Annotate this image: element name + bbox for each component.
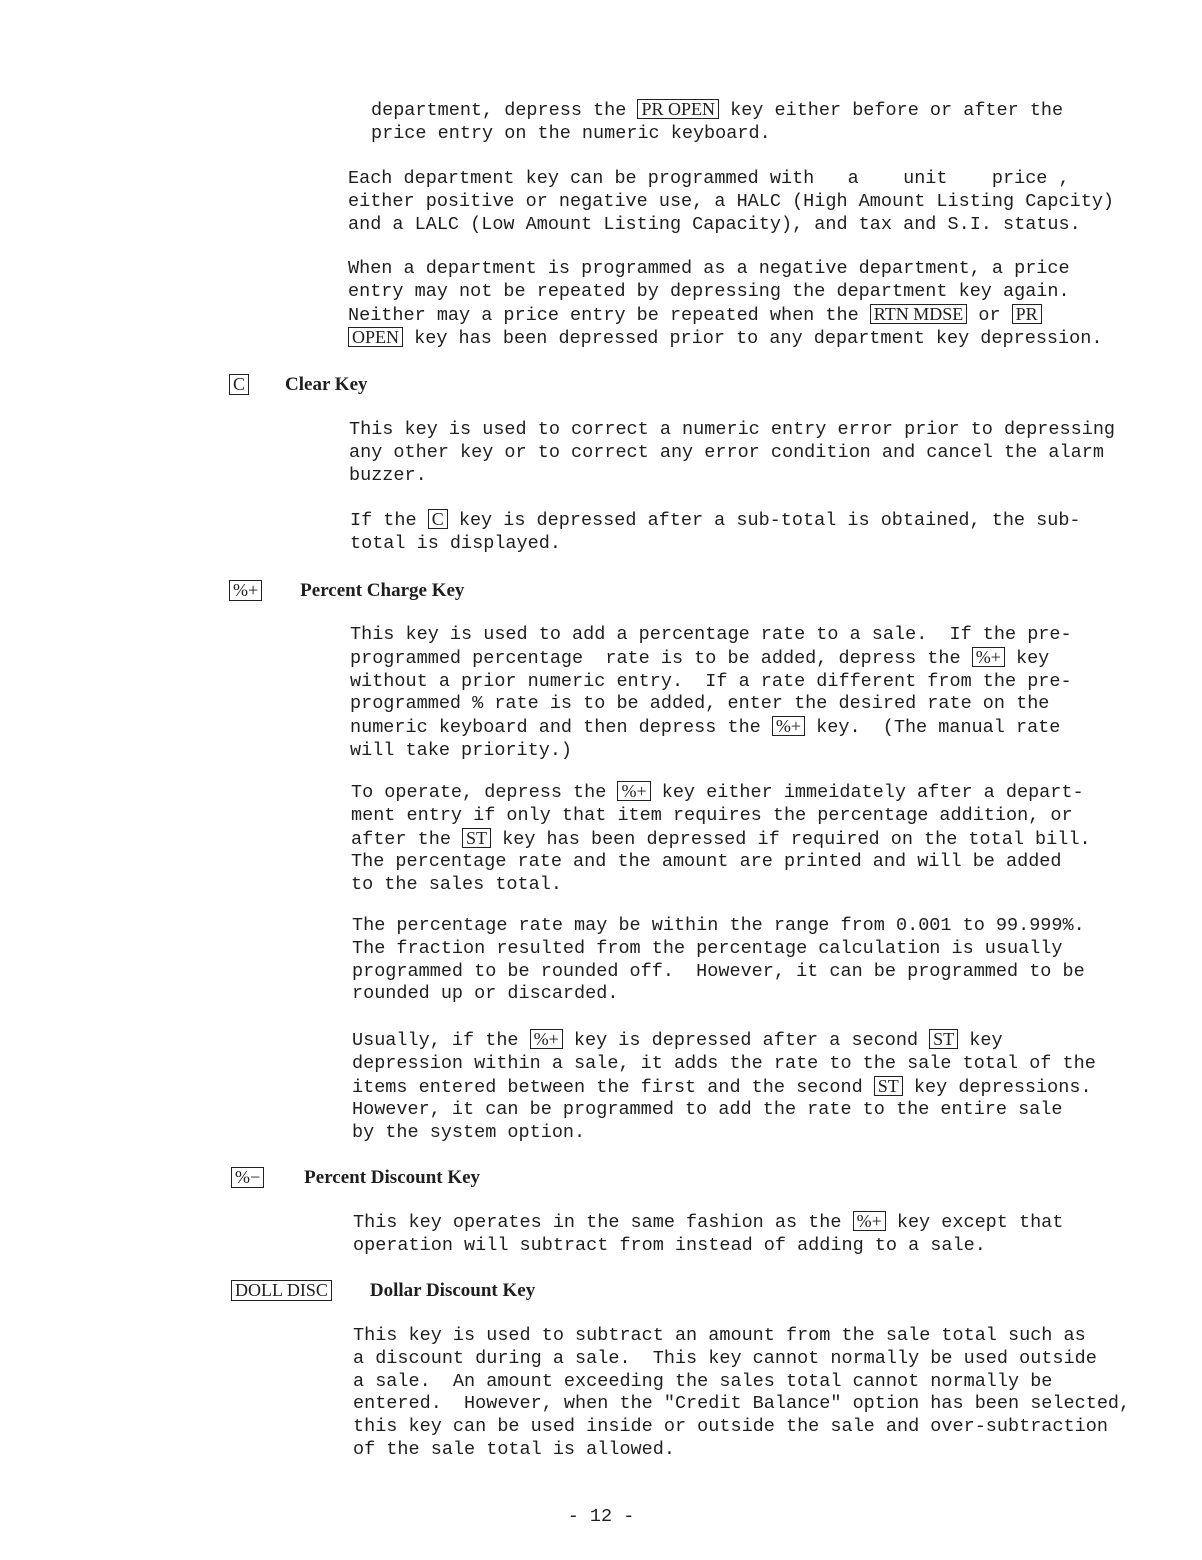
text: key has been depressed if required on the total bill.	[491, 828, 1091, 850]
text-line: Each department key can be programmed with a unit price ,	[348, 168, 1070, 189]
clear-paragraph-1	[349, 419, 1139, 487]
clear-key-symbol: C	[229, 374, 249, 395]
text-line: without a prior numeric entry. If a rate different from the pre-	[350, 670, 1072, 692]
text: items entered between the first and the second	[352, 1076, 874, 1098]
page-number: - 12 -	[567, 1506, 635, 1527]
percent-charge-paragraph-2	[351, 781, 1141, 897]
doll-disc-key-symbol: DOLL DISC	[231, 1280, 332, 1301]
text-line: The fraction resulted from the percentage calculation is usually	[352, 937, 1063, 959]
text-line: to the sales total.	[351, 874, 562, 896]
text: key is depressed after a second	[562, 1030, 930, 1051]
text: numeric keyboard and then depress the	[350, 717, 772, 739]
text-line: total is displayed.	[350, 532, 561, 554]
percent-charge-heading	[229, 580, 464, 602]
text-line: operation will subtract from instead of adding to a sale.	[353, 1234, 986, 1256]
text: key except that	[885, 1212, 1064, 1233]
clear-key-title: Clear Key	[285, 374, 368, 395]
dollar-discount-title: Dollar Discount Key	[369, 1280, 536, 1301]
percent-plus-key: %+	[772, 716, 805, 736]
text-line: However, it can be programmed to add the rate to the entire sale	[352, 1099, 1063, 1121]
pr-open-key: PR OPEN	[637, 99, 719, 119]
text: To operate, depress the	[351, 782, 618, 803]
dollar-discount-heading	[231, 1280, 535, 1302]
st-key: ST	[874, 1076, 903, 1096]
percent-charge-paragraph-3	[352, 915, 1142, 1006]
percent-plus-key: %+	[972, 647, 1005, 667]
text-line: This key is used to subtract an amount from the sale total such as	[353, 1325, 1086, 1346]
clear-paragraph-2	[350, 509, 1140, 556]
text: key has been depressed prior to any department key depression.	[403, 328, 1103, 350]
percent-discount-title: Percent Discount Key	[304, 1167, 481, 1188]
text-line: The percentage rate and the amount are printed and will be added	[351, 851, 1062, 873]
text-line: rounded up or discarded.	[352, 983, 619, 1005]
text-line: buzzer.	[349, 464, 427, 486]
text: key	[958, 1030, 1003, 1051]
c-key: C	[428, 509, 448, 529]
pr-key: PR	[1012, 304, 1042, 324]
text: after the	[351, 828, 463, 850]
st-key: ST	[929, 1029, 958, 1049]
text: or	[967, 304, 1012, 326]
text-line: When a department is programmed as a negative department, a price	[348, 258, 1070, 279]
text-line: programmed to be rounded off. However, it can be programmed to be	[352, 960, 1085, 982]
text: key	[1004, 647, 1050, 669]
text-line: this key can be used inside or outside the sale and over-subtraction	[353, 1416, 1108, 1438]
text-line: by the system option.	[352, 1122, 586, 1144]
text-line: a sale. An amount exceeding the sales total cannot normally be	[353, 1370, 1053, 1392]
open-key: OPEN	[348, 327, 403, 347]
text-line: of the sale total is allowed.	[353, 1438, 675, 1460]
percent-plus-key: %+	[530, 1029, 563, 1049]
text-line: depression within a sale, it adds the rate to the sale total of the	[352, 1052, 1096, 1074]
percent-plus-key: %+	[853, 1211, 886, 1231]
intro-paragraph-1	[371, 99, 1131, 146]
text-line: programmed % rate is to be added, enter the desired rate on the	[350, 693, 1050, 715]
text-line: The percentage rate may be within the range from 0.001 to 99.999%.	[352, 915, 1085, 936]
text-line: ment entry if only that item requires the percentage addition, or	[351, 804, 1073, 826]
rtn-mdse-key: RTN MDSE	[870, 304, 967, 324]
percent-minus-key-symbol: %−	[231, 1167, 264, 1188]
percent-charge-title: Percent Charge Key	[300, 580, 465, 601]
text: Usually, if the	[352, 1030, 530, 1051]
text-line: This key is used to add a percentage rate to a sale. If the pre-	[350, 624, 1072, 645]
text-line: will take priority.)	[350, 739, 573, 761]
percent-charge-paragraph-4	[352, 1029, 1142, 1145]
percent-plus-key: %+	[617, 781, 650, 801]
text: key is depressed after a sub-total is obtained, the sub-	[447, 510, 1081, 531]
text: If the	[350, 510, 428, 531]
text-line: and a LALC (Low Amount Listing Capacity), and tax and S.I. status.	[348, 213, 1081, 235]
text-line: a discount during a sale. This key cannot normally be used outside	[353, 1347, 1097, 1369]
percent-discount-paragraph	[353, 1211, 1143, 1258]
text: key either before or after the	[718, 100, 1064, 121]
text: This key operates in the same fashion as the	[353, 1212, 853, 1233]
text-line: price entry on the numeric keyboard.	[371, 122, 771, 144]
intro-paragraph-2	[348, 168, 1138, 236]
text: key. (The manual rate	[805, 717, 1061, 739]
intro-paragraph-3	[348, 258, 1138, 351]
text-line: This key is used to correct a numeric entry error prior to depressing	[349, 419, 1116, 440]
percent-charge-paragraph-1	[350, 624, 1140, 763]
percent-discount-heading	[231, 1167, 480, 1189]
clear-key-heading	[229, 374, 368, 396]
text: department, depress the	[371, 100, 638, 121]
text-line: entered. However, when the "Credit Balance" option has been selected,	[353, 1393, 1131, 1415]
st-key: ST	[462, 828, 491, 848]
text: programmed percentage rate is to be added, depress the	[350, 647, 972, 669]
text: Neither may a price entry be repeated when the	[348, 304, 870, 326]
text-line: entry may not be repeated by depressing the department key again.	[348, 280, 1070, 302]
text-line: either positive or negative use, a HALC (High Amount Listing Capcity)	[348, 190, 1115, 212]
text: key depressions.	[902, 1076, 1092, 1098]
text: key either immeidately after a depart-	[650, 782, 1084, 803]
dollar-discount-paragraph	[353, 1325, 1153, 1462]
text-line: any other key or to correct any error condition and cancel the alarm	[349, 441, 1104, 463]
percent-plus-key-symbol: %+	[229, 580, 262, 601]
